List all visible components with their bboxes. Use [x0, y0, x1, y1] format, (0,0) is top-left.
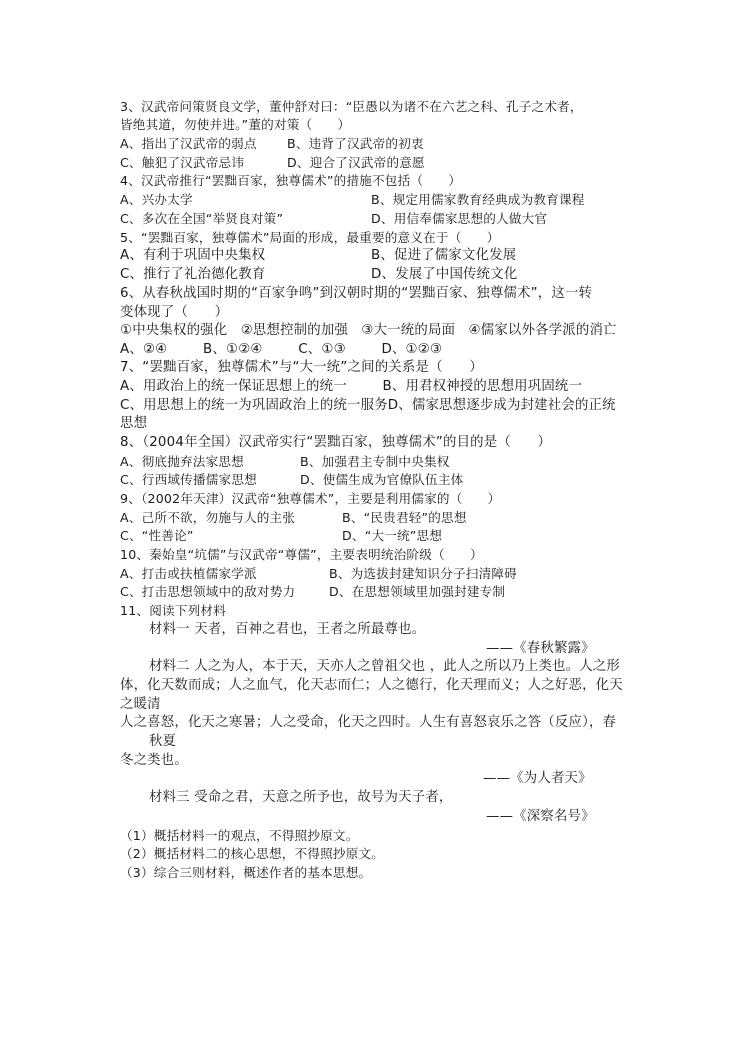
q10-option-b: B、为选拔封建知识分子扫清障碍	[329, 566, 517, 581]
q5-option-b: B、促进了儒家文化发展	[371, 248, 517, 263]
q4-options-ab	[120, 191, 585, 209]
q4-option-b: B、规定用儒家教育经典成为教育课程	[371, 192, 585, 207]
q9-options-cd	[120, 527, 443, 545]
material-2-line2: 体，化天数而成；人之血气，化天志而仁；人之德行，化天理而义；人之好恶，化天	[120, 678, 623, 693]
q11-subquestion-1: （1）概括材料一的观点，不得照抄原文。	[120, 828, 359, 843]
q9-stem: 9、（2002年天津）汉武帝“独尊儒术”，主要是利用儒家的（ ）	[120, 491, 501, 506]
q10-stem: 10、秦始皇“坑儒”与汉武帝“尊儒”，主要表明统治阶级（ ）	[120, 547, 483, 562]
material-2-line4: 人之喜怒，化天之寒暑；人之受命，化天之四时。人生有喜怒哀乐之答（反应），春	[120, 715, 617, 730]
q5-option-d: D、发展了中国传统文化	[371, 267, 518, 282]
q5-stem: 5、“罢黜百家，独尊儒术”局面的形成，最重要的意义在于（ ）	[120, 230, 500, 245]
q8-option-d: D、使儒生成为官僚队伍主体	[300, 472, 464, 487]
q3-options-ab	[120, 135, 424, 153]
q9-options-ab	[120, 509, 467, 527]
q4-options-cd	[120, 210, 548, 228]
q8-options-cd	[120, 471, 464, 489]
q8-stem: 8、（2004年全国）汉武帝实行“罢黜百家，独尊儒术”的目的是（ ）	[120, 435, 552, 450]
material-1: 材料一 天者，百神之君也，王者之所最尊也。	[149, 622, 426, 637]
q5-option-a: A、有利于巩固中央集权	[120, 248, 266, 263]
q5-options-cd	[120, 266, 518, 284]
q8-option-c: C、行西域传播儒家思想	[120, 472, 257, 487]
q4-option-c: C、多次在全国“举贤良对策”	[120, 211, 284, 226]
q8-options-ab	[120, 453, 450, 471]
q4-option-a: A、兴办太学	[120, 192, 193, 207]
q6-items: ①中央集权的强化 ②思想控制的加强 ③大一统的局面 ④儒家以外各学派的消亡	[120, 323, 617, 338]
q11-stem: 11、阅读下列材料	[120, 603, 226, 618]
material-1-source: ——《春秋繁露》	[486, 641, 595, 656]
q10-options-cd	[120, 583, 506, 601]
q3-option-a: A、指出了汉武帝的弱点	[120, 136, 257, 151]
q6-stem-line1: 6、从春秋战国时期的“百家争鸣”到汉朝时期的“罢黜百家、独尊儒术”，这一转	[120, 286, 593, 301]
material-2-line5: 秋夏	[149, 734, 177, 749]
q11-subquestion-2: （2）概括材料二的核心思想，不得照抄原文。	[120, 846, 385, 861]
q9-option-c: C、“性善论”	[120, 528, 194, 543]
q9-option-b: B、“民贵君轻”的思想	[342, 510, 467, 525]
q3-stem-line1: 3、汉武帝问策贤良文学，董仲舒对曰：“臣愚以为诸不在六艺之科、孔子之术者，	[120, 99, 583, 114]
q3-option-d: D、迎合了汉武帝的意愿	[287, 155, 425, 170]
material-2-line3: 之暖清	[120, 697, 161, 712]
q6-options: A、②④ B、①②④ C、①③ D、①②③	[120, 342, 443, 357]
q7-options-cont: 思想	[120, 416, 148, 431]
q3-option-c: C、触犯了汉武帝忌讳	[120, 155, 245, 170]
q9-option-d: D、“大一统”思想	[342, 528, 443, 543]
q10-options-ab	[120, 565, 517, 583]
q7-stem: 7、“罢黜百家，独尊儒术”与“大一统”之间的关系是（ ）	[120, 360, 483, 375]
q10-option-c: C、打击思想领域中的敌对势力	[120, 584, 296, 599]
q7-options-cd: C、用思想上的统一为巩固政治上的统一服务D、儒家思想逐步成为封建社会的正统	[120, 398, 616, 413]
q10-option-a: A、打击或扶植儒家学派	[120, 566, 257, 581]
material-3: 材料三 受命之君，天意之所予也，故号为天子者，	[149, 790, 453, 805]
q3-stem-line2: 皆绝其道，勿使并进。”董的对策（ ）	[120, 117, 351, 132]
material-2-line1: 材料二 人之为人，本于天，天亦人之曾祖父也 ，此人之所以乃上类也。人之形	[149, 659, 620, 674]
q3-options-cd	[120, 154, 425, 172]
q8-option-a: A、彻底抛弃法家思想	[120, 454, 244, 469]
material-3-source: ——《深察名号》	[486, 809, 595, 824]
material-2-line6: 冬之类也。	[120, 753, 188, 768]
q6-stem-line2: 变体现了（ ）	[120, 305, 229, 320]
q8-option-b: B、加强君主专制中央集权	[300, 454, 450, 469]
q11-subquestion-3: （3）综合三则材料，概述作者的基本思想。	[120, 865, 372, 880]
q4-option-d: D、用信奉儒家思想的人做大官	[371, 211, 548, 226]
material-2-source: ——《为人者天》	[483, 771, 592, 786]
q5-option-c: C、推行了礼治德化教育	[120, 267, 266, 282]
q7-options-ab: A、用政治上的统一保证思想上的统一 B、用君权神授的思想用巩固统一	[120, 379, 583, 394]
q5-options-ab	[120, 247, 517, 265]
q4-stem: 4、汉武帝推行“罢黜百家，独尊儒术”的措施不包括（ ）	[120, 173, 462, 188]
q3-option-b: B、违背了汉武帝的初衷	[287, 136, 424, 151]
q9-option-a: A、己所不欲，勿施与人的主张	[120, 510, 296, 525]
q10-option-d: D、在思想领域里加强封建专制	[329, 584, 506, 599]
